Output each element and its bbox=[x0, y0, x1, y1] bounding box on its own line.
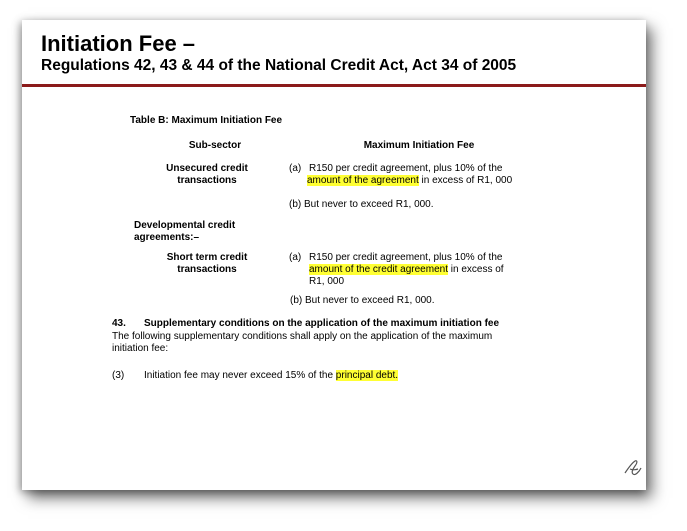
section-item-text: Initiation fee may never exceed 15% of the principal debt. bbox=[144, 370, 399, 381]
row-unsecured-a-prefix: (a) bbox=[289, 163, 302, 174]
row-shortterm-b: (b) But never to exceed R1, 000. bbox=[290, 295, 435, 306]
column-header-fee: Maximum Initiation Fee bbox=[363, 140, 475, 151]
section-number: 43. bbox=[112, 318, 126, 329]
row-unsecured-b: (b) But never to exceed R1, 000. bbox=[289, 199, 434, 210]
row-unsecured-sector: Unsecured credit transactions bbox=[166, 163, 248, 186]
title-divider bbox=[22, 84, 646, 87]
page-title: Initiation Fee – bbox=[41, 31, 196, 56]
highlight-principal-debt: principal debt. bbox=[335, 370, 399, 381]
section-heading: Supplementary conditions on the application of the maximum initiation fee bbox=[144, 318, 500, 329]
row-shortterm-sector: Short term credit transactions bbox=[166, 252, 248, 275]
row-shortterm-a-line3: R1, 000 bbox=[309, 276, 345, 287]
row-unsecured-a-line2: amount of the agreement in excess of R1, 000 bbox=[307, 175, 513, 186]
table-caption: Table B: Maximum Initiation Fee bbox=[130, 115, 283, 126]
section-intro: The following supplementary conditions shall apply on the application of the maximum initiation fee: bbox=[112, 331, 493, 354]
signature-icon bbox=[622, 457, 644, 479]
highlight-amount-of-agreement: amount of the agreement bbox=[307, 175, 419, 186]
row-shortterm-a-line1: R150 per credit agreement, plus 10% of the bbox=[309, 252, 503, 263]
row-shortterm-a-line2: amount of the credit agreement in excess of bbox=[309, 264, 504, 275]
slide bbox=[22, 20, 646, 490]
group-developmental: Developmental credit agreements:– bbox=[134, 220, 236, 243]
row-shortterm-a-prefix: (a) bbox=[289, 252, 302, 263]
column-header-subsector: Sub-sector bbox=[188, 140, 242, 151]
page-subtitle: Regulations 42, 43 & 44 of the National Credit Act, Act 34 of 2005 bbox=[41, 57, 517, 74]
highlight-amount-of-credit-agreement: amount of the credit agreement bbox=[309, 264, 448, 275]
section-item-number: (3) bbox=[112, 370, 125, 381]
row-unsecured-a-line1: R150 per credit agreement, plus 10% of the bbox=[309, 163, 503, 174]
